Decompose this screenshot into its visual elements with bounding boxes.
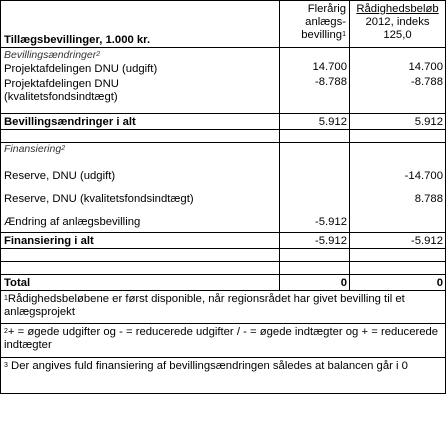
row-label: (kvalitetsfondsindtægt) <box>4 91 118 103</box>
finansiering-total-col2: -5.912 <box>350 233 446 249</box>
row-label: Projektafdelingen DNU <box>4 78 119 90</box>
subtotal-row <box>1 114 446 130</box>
finansiering-total-col1: -5.912 <box>280 233 350 249</box>
section-bevilling-col2: 14.700 -8.788 <box>350 48 446 114</box>
footnote-3: $^3$ Der angives fuld finansiering af bevillingsændringen således at balancen går i 0 <box>1 358 446 394</box>
spacer-row <box>1 262 446 275</box>
col-header-multiyear: Flerårig anlægs- bevilling$^1$ <box>280 1 350 48</box>
section-finansiering-col2: -14.700 8.788 <box>350 143 446 233</box>
section-finansiering-col1: -5.912 <box>280 143 350 233</box>
row-label: Reserve, DNU (udgift) <box>4 170 116 182</box>
spacer-row <box>1 249 446 262</box>
section-finansiering-labels: Finansiering$^2$ Reserve, DNU (udgift) Reserve, DNU (kvalitetsfondsindtægt) Ændring af anlægsbevilling <box>1 143 280 233</box>
footnote-2: $^2$+ = øgede udgifter og - = reducerede udgifter / - = øgede indtægter og + = reducerede indtægter <box>1 324 446 358</box>
grand-total-label: Total <box>1 275 280 291</box>
header-row <box>1 1 446 48</box>
col-header-availability: Rådighedsbeløb 2012, indeks 125,0 <box>350 1 446 48</box>
subtotal-col2: 5.912 <box>350 114 446 130</box>
grand-total-col2: 0 <box>350 275 446 291</box>
section-finansiering <box>1 143 446 233</box>
finansiering-total-label: Finansiering i alt <box>1 233 280 249</box>
subtotal-label: Bevillingsændringer i alt <box>1 114 280 130</box>
grand-total-col1: 0 <box>280 275 350 291</box>
row-label: Projektafdelingen DNU (udgift) <box>4 63 158 75</box>
grand-total-row <box>1 275 446 291</box>
section-bevilling <box>1 48 446 114</box>
row-label: Ændring af anlægsbevilling <box>4 216 141 228</box>
footnote-1: $^1$Rådighedsbeløbene er først disponible, når regionsrådet har givet bevilling til et anlægsprojekt <box>1 291 446 324</box>
spacer-row <box>1 130 446 143</box>
section-bevilling-col1: 14.700 -8.788 <box>280 48 350 114</box>
section-bevilling-labels: Bevillingsændringer$^2$ Projektafdelingen DNU (udgift) Projektafdelingen DNU (kvalitetsfondsindtægt) <box>1 48 280 114</box>
row-label: Reserve, DNU (kvalitetsfondsindtægt) <box>4 193 194 205</box>
table-title: Tillægsbevillinger, 1.000 kr. <box>1 1 280 48</box>
finansiering-total-row <box>1 233 446 249</box>
subtotal-col1: 5.912 <box>280 114 350 130</box>
